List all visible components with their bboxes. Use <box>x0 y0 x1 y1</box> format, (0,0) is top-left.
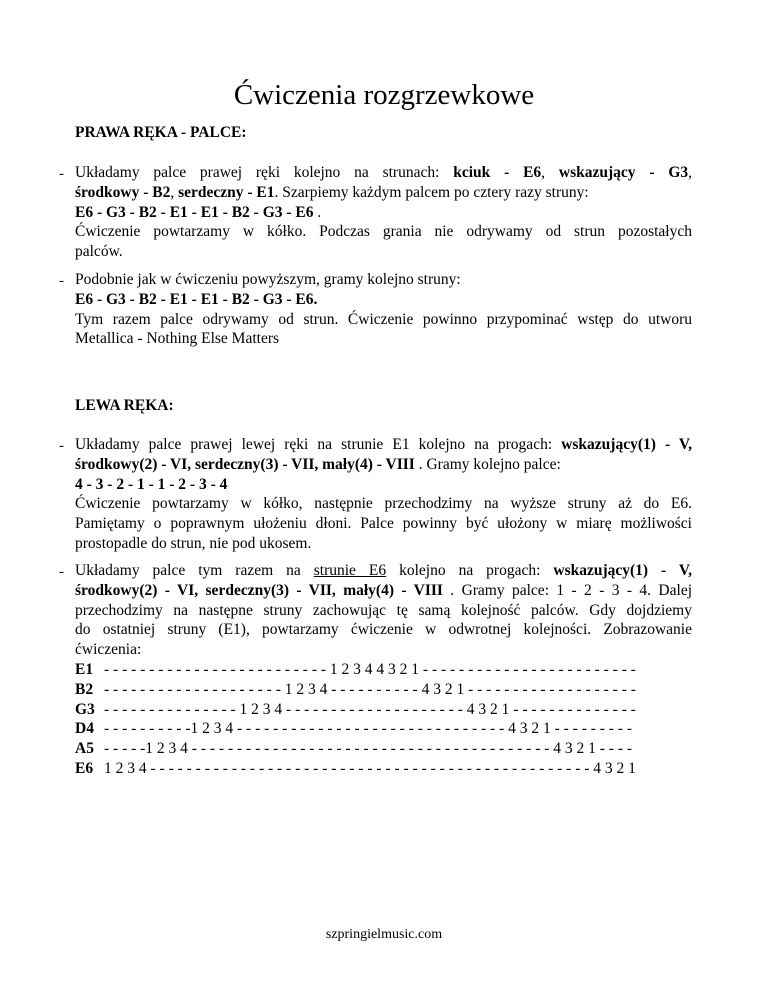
paragraph-line: Pamiętamy o poprawnym ułożeniu dłoni. Palce powinny być ułożony w miarę możliwości <box>75 515 692 533</box>
tab-line-b2: B2 - - - - - - - - - - - - - - - - - - - - 1 2 3 4 - - - - - - - - - - 4 3 2 1 - - - - - - - - - - - - - - - - - - - <box>75 680 636 698</box>
paragraph-line: Ćwiczenie powtarzamy w kółko, następnie przechodzimy na wyższe struny aż do E6. <box>75 495 692 513</box>
exercise-left-hand-2 <box>59 561 692 779</box>
exercise-right-hand-1 <box>59 163 692 262</box>
paragraph-line: środkowy(2) - VI, serdeczny(3) - VII, mały(4) - VIII . Gramy palce: 1 - 2 - 3 - 4. Dalej <box>75 581 692 599</box>
tab-line-e6: E6 1 2 3 4 - - - - - - - - - - - - - - - - - - - - - - - - - - - - - - - - - - - - - - - - - - - - - - - - - 4 3 2 1 <box>75 759 636 777</box>
paragraph-line: środkowy(2) - VI, serdeczny(3) - VII, mały(4) - VIII . Gramy kolejno palce: <box>75 455 561 473</box>
paragraph-line: E6 - G3 - B2 - E1 - E1 - B2 - G3 - E6. <box>75 290 318 308</box>
paragraph-line: E6 - G3 - B2 - E1 - E1 - B2 - G3 - E6 . <box>75 203 322 221</box>
bullet-icon: - <box>59 166 64 182</box>
paragraph-line: Tym razem palce odrywamy od strun. Ćwiczenie powinno przypominać wstęp do utworu <box>75 310 692 328</box>
bullet-icon: - <box>59 564 64 580</box>
paragraph-line: Metallica - Nothing Else Matters <box>75 330 280 348</box>
paragraph-line: Układamy palce prawej lewej ręki na strunie E1 kolejno na progach: wskazujący(1) - V, <box>75 436 692 453</box>
bullet-icon: - <box>59 438 64 454</box>
paragraph-line: przechodzimy na następne struny zachowując tę samą kolejność palców. Gdy dojdziemy <box>75 601 692 619</box>
footer-website: szpringielmusic.com <box>325 927 443 942</box>
exercise-left-hand-1 <box>59 435 692 554</box>
paragraph-line: prostopadle do strun, nie pod ukosem. <box>75 534 312 552</box>
paragraph-line: Ćwiczenie powtarzamy w kółko. Podczas grania nie odrywamy od strun pozostałych <box>75 223 692 241</box>
section-heading-right-hand: PRAWA RĘKA - PALCE: <box>75 124 247 141</box>
paragraph-line: do ostatniej struny (E1), powtarzamy ćwiczenie w odwrotnej kolejności. Zobrazowanie <box>75 621 692 639</box>
paragraph-line: Podobnie jak w ćwiczeniu powyższym, gramy kolejno struny: <box>75 271 461 288</box>
section-heading-left-hand: LEWA RĘKA: <box>75 397 174 414</box>
tab-line-e1: E1 - - - - - - - - - - - - - - - - - - - - - - - - - 1 2 3 4 4 3 2 1 - - - - - - - - - - - - - - - - - - - - - - - - <box>75 660 636 678</box>
bullet-icon: - <box>59 273 64 289</box>
paragraph-line: ćwiczenia: <box>75 641 142 659</box>
paragraph-line: 4 - 3 - 2 - 1 - 1 - 2 - 3 - 4 <box>75 475 228 493</box>
paragraph-line: Układamy palce tym razem na strunie E6 kolejno na progach: wskazujący(1) - V, <box>75 562 692 579</box>
paragraph-line: środkowy - B2, serdeczny - E1. Szarpiemy każdym palcem po cztery razy struny: <box>75 183 589 201</box>
tab-line-d4: D4 - - - - - - - - - -1 2 3 4 - - - - - - - - - - - - - - - - - - - - - - - - - - - - - - 4 3 2 1 - - - - - - - - - <box>75 720 633 738</box>
page-title: Ćwiczenia rozgrzewkowe <box>233 79 535 111</box>
paragraph-line: Układamy palce prawej ręki kolejno na strunach: kciuk - E6, wskazujący - G3, <box>75 164 692 181</box>
exercise-right-hand-2 <box>59 270 692 349</box>
tab-line-a5: A5 - - - - -1 2 3 4 - - - - - - - - - - - - - - - - - - - - - - - - - - - - - - - - - - - - - - - - 4 3 2 1 - - - - <box>75 740 633 758</box>
tab-line-g3: G3 - - - - - - - - - - - - - - - 1 2 3 4 - - - - - - - - - - - - - - - - - - - - 4 3 2 1 - - - - - - - - - - - - - - <box>75 700 636 718</box>
tablature <box>75 660 692 779</box>
paragraph-line: palców. <box>75 243 123 261</box>
